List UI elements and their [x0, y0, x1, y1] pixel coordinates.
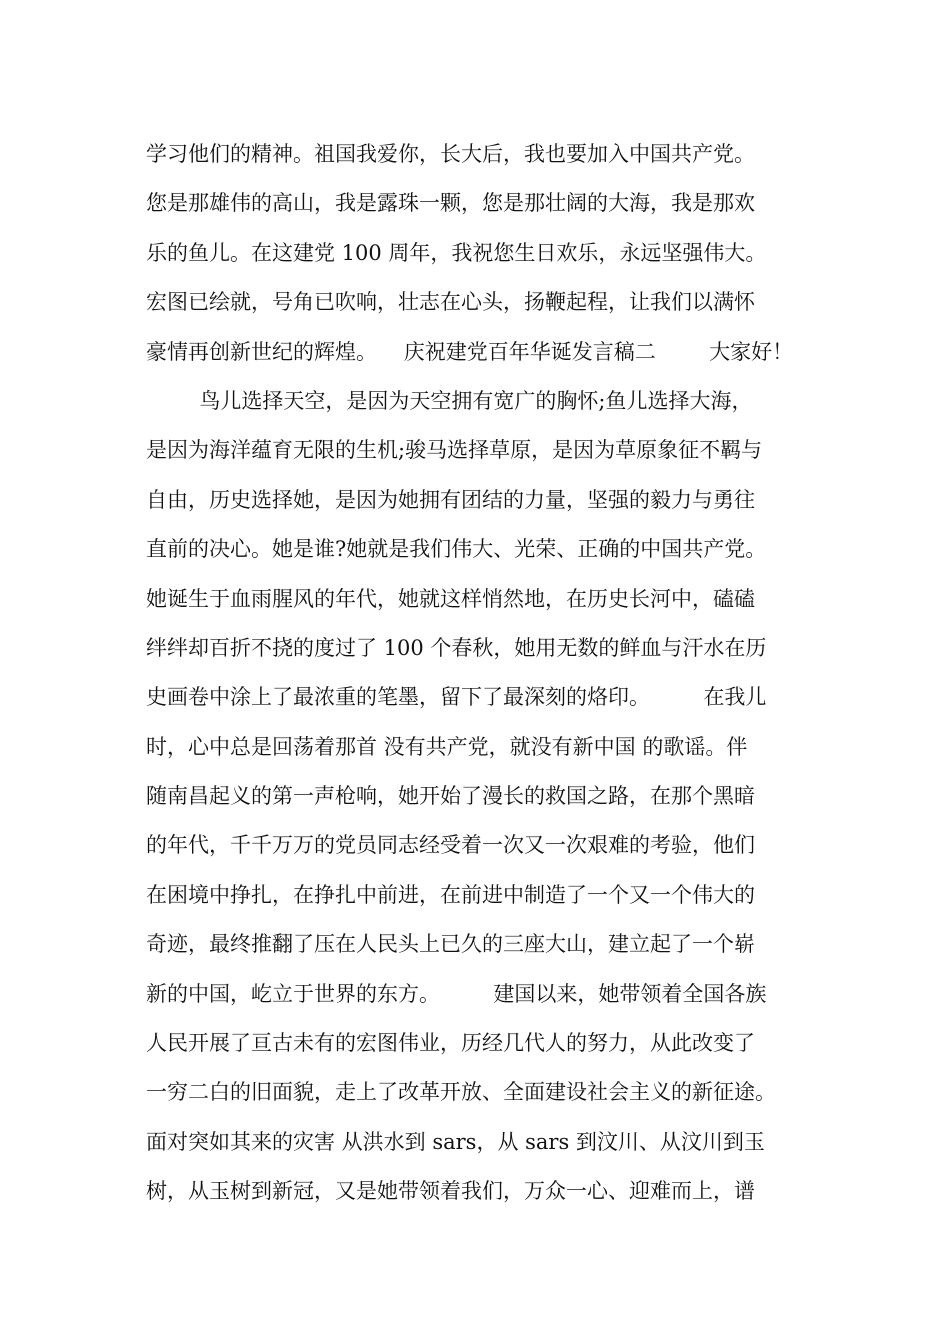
text-line: 自由，历史选择她，是因为她拥有团结的力量，坚强的毅力与勇往 [146, 487, 755, 512]
text-line: 乐的鱼儿。在这建党 100 周年，我祝您生日欢乐，永远坚强伟大。 [146, 240, 767, 265]
text-line: 树，从玉树到新冠，又是她带领着我们，万众一心、迎难而上，谱 [146, 1179, 755, 1204]
text-line: 鸟儿选择天空，是因为天空拥有宽广的胸怀;鱼儿选择大海， [146, 388, 753, 413]
text-line: 是因为海洋蕴育无限的生机;骏马选择草原，是因为草原象征不羁与 [146, 438, 763, 463]
text-line: 人民开展了亘古未有的宏图伟业，历经几代人的努力，从此改变了 [146, 1031, 755, 1056]
text-line: 面对突如其来的灾害 从洪水到 sars，从 sars 到汶川、从汶川到玉 [146, 1129, 765, 1154]
body-text [146, 130, 836, 1217]
text-line: 的年代，千千万万的党员同志经受着一次又一次艰难的考验，他们 [146, 833, 755, 858]
text-line: 学习他们的精神。祖国我爱你，长大后，我也要加入中国共产党。 [146, 142, 755, 166]
text-line: 随南昌起义的第一声枪响，她开始了漫长的救国之路，在那个黑暗 [146, 784, 755, 809]
text-line: 新的中国，屹立于世界的东方。 建国以来，她带领着全国各族 [146, 981, 767, 1006]
text-line: 豪情再创新世纪的辉煌。 庆祝建党百年华诞发言稿二 大家好！ [146, 339, 794, 364]
text-line: 绊绊却百折不挠的度过了 100 个春秋，她用无数的鲜血与汗水在历 [146, 635, 767, 660]
text-line: 一穷二白的旧面貌，走上了改革开放、全面建设社会主义的新征途。 [146, 1080, 776, 1105]
text-line: 您是那雄伟的高山，我是露珠一颗，您是那壮阔的大海，我是那欢 [146, 191, 755, 216]
text-line: 直前的决心。她是谁?她就是我们伟大、光荣、正确的中国共产党。 [146, 537, 767, 562]
text-line: 在困境中挣扎，在挣扎中前进，在前进中制造了一个又一个伟大的 [146, 882, 755, 907]
text-line: 奇迹，最终推翻了压在人民头上已久的三座大山，建立起了一个崭 [146, 932, 755, 957]
text-line: 她诞生于血雨腥风的年代，她就这样悄然地，在历史长河中，磕磕 [146, 586, 755, 611]
text-line: 宏图已绘就，号角已吹响，壮志在心头，扬鞭起程，让我们以满怀 [146, 290, 755, 315]
text-line: 史画卷中涂上了最浓重的笔墨，留下了最深刻的烙印。 在我儿 [146, 685, 767, 710]
text-line: 时，心中总是回荡着那首 没有共产党，就没有新中国 的歌谣。伴 [146, 734, 748, 759]
